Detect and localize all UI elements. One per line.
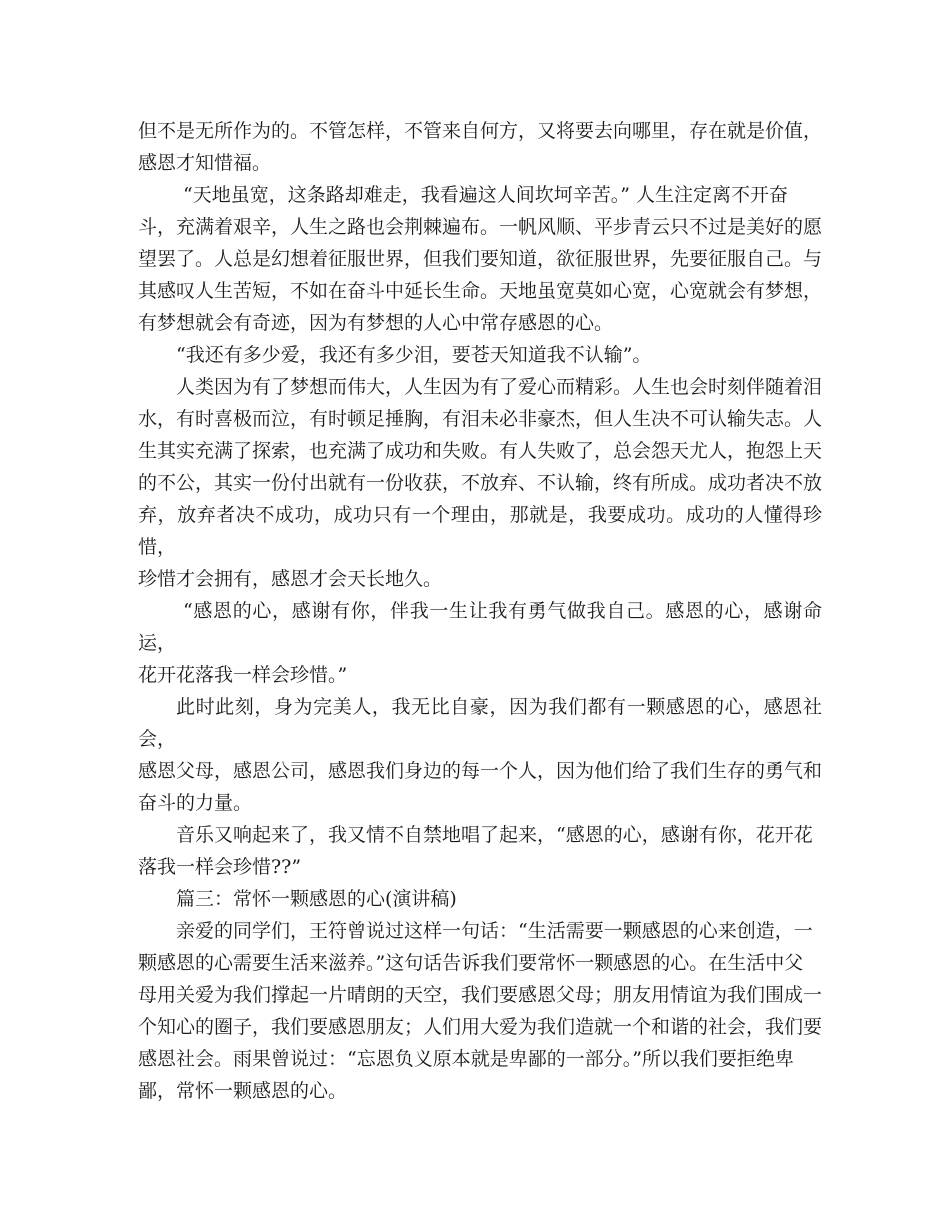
text-line: 母用关爱为我们撑起一片晴朗的天空，我们要感恩父母；朋友用情谊为我们围成一: [138, 984, 823, 1006]
paragraph-7: [138, 819, 822, 883]
text-line: 有梦想就会有奇迹，因为有梦想的人心中常存感恩的心。: [138, 312, 614, 334]
text-line: 篇三：常怀一颗感恩的心(演讲稿): [176, 888, 457, 910]
text-line: 但不是无所作为的。不管怎样，不管来自何方，又将要去向哪里，存在就是价值，: [138, 120, 823, 142]
text-line: 个知心的圈子，我们要感恩朋友；人们用大爱为我们造就一个和谐的社会，我们要: [138, 1016, 823, 1038]
paragraph-5: [138, 595, 822, 691]
paragraph-9: [138, 915, 822, 1107]
text-line: 奋斗的力量。: [138, 792, 253, 814]
paragraph-2: [138, 179, 822, 339]
paragraph-6: [138, 691, 822, 819]
text-line: 珍惜才会拥有，感恩才会天长地久。: [138, 568, 443, 590]
paragraph-3: [138, 339, 822, 371]
text-line: 颗感恩的心需要生活来滋养。”这句话告诉我们要常怀一颗感恩的心。在生活中父: [138, 952, 804, 974]
text-line: 的不公，其实一份付出就有一份收获，不放弃、不认输，终有所成。成功者决不放: [138, 472, 823, 494]
text-line: “我还有多少爱，我还有多少泪，要苍天知道我不认输”。: [176, 344, 652, 366]
text-line: 感恩才知惜福。: [138, 152, 272, 174]
section-heading: [138, 883, 822, 915]
paragraph-4: [138, 371, 822, 595]
text-line: 其感叹人生苦短，不如在奋斗中延长生命。天地虽宽莫如心宽，心宽就会有梦想，: [138, 280, 823, 302]
text-line: “天地虽宽，这条路却难走，我看遍这人间坎坷辛苦。” 人生注定离不开奋: [183, 184, 788, 206]
text-line: 人类因为有了梦想而伟大，人生因为有了爱心而精彩。人生也会时刻伴随着泪: [176, 376, 823, 398]
text-line: 弃，放弃者决不成功，成功只有一个理由，那就是，我要成功。成功的人懂得珍惜，: [138, 504, 822, 558]
paragraph-1: [138, 115, 822, 179]
text-line: “感恩的心，感谢有你，伴我一生让我有勇气做我自己。感恩的心，感谢命运，: [138, 600, 822, 654]
text-line: 感恩社会。雨果曾说过：“忘恩负义原本就是卑鄙的一部分。”所以我们要拒绝卑: [138, 1048, 794, 1070]
text-line: 音乐又响起来了，我又情不自禁地唱了起来，“感恩的心，感谢有你，花开花: [176, 824, 813, 846]
text-line: 生其实充满了探索，也充满了成功和失败。有人失败了，总会怨天尤人，抱怨上天: [138, 440, 823, 462]
text-line: 水，有时喜极而泣，有时顿足捶胸，有泪未必非豪杰，但人生决不可认输失志。人: [138, 408, 823, 430]
text-line: 亲爱的同学们，王符曾说过这样一句话：“生活需要一颗感恩的心来创造，一: [176, 920, 813, 942]
text-line: 鄙，常怀一颗感恩的心。: [138, 1080, 348, 1102]
text-line: 感恩父母，感恩公司，感恩我们身边的每一个人，因为他们给了我们生存的勇气和: [138, 760, 823, 782]
text-line: 斗，充满着艰辛，人生之路也会荆棘遍布。一帆风顺、平步青云只不过是美好的愿: [138, 216, 823, 238]
text-line: 落我一样会珍惜??”: [138, 856, 302, 878]
text-line: 花开花落我一样会珍惜。”: [138, 664, 348, 686]
text-line: 此时此刻，身为完美人，我无比自豪，因为我们都有一颗感恩的心，感恩社会，: [138, 696, 822, 750]
document-page: [138, 115, 822, 1107]
text-line: 望罢了。人总是幻想着征服世界，但我们要知道，欲征服世界，先要征服自己。与: [138, 248, 823, 270]
